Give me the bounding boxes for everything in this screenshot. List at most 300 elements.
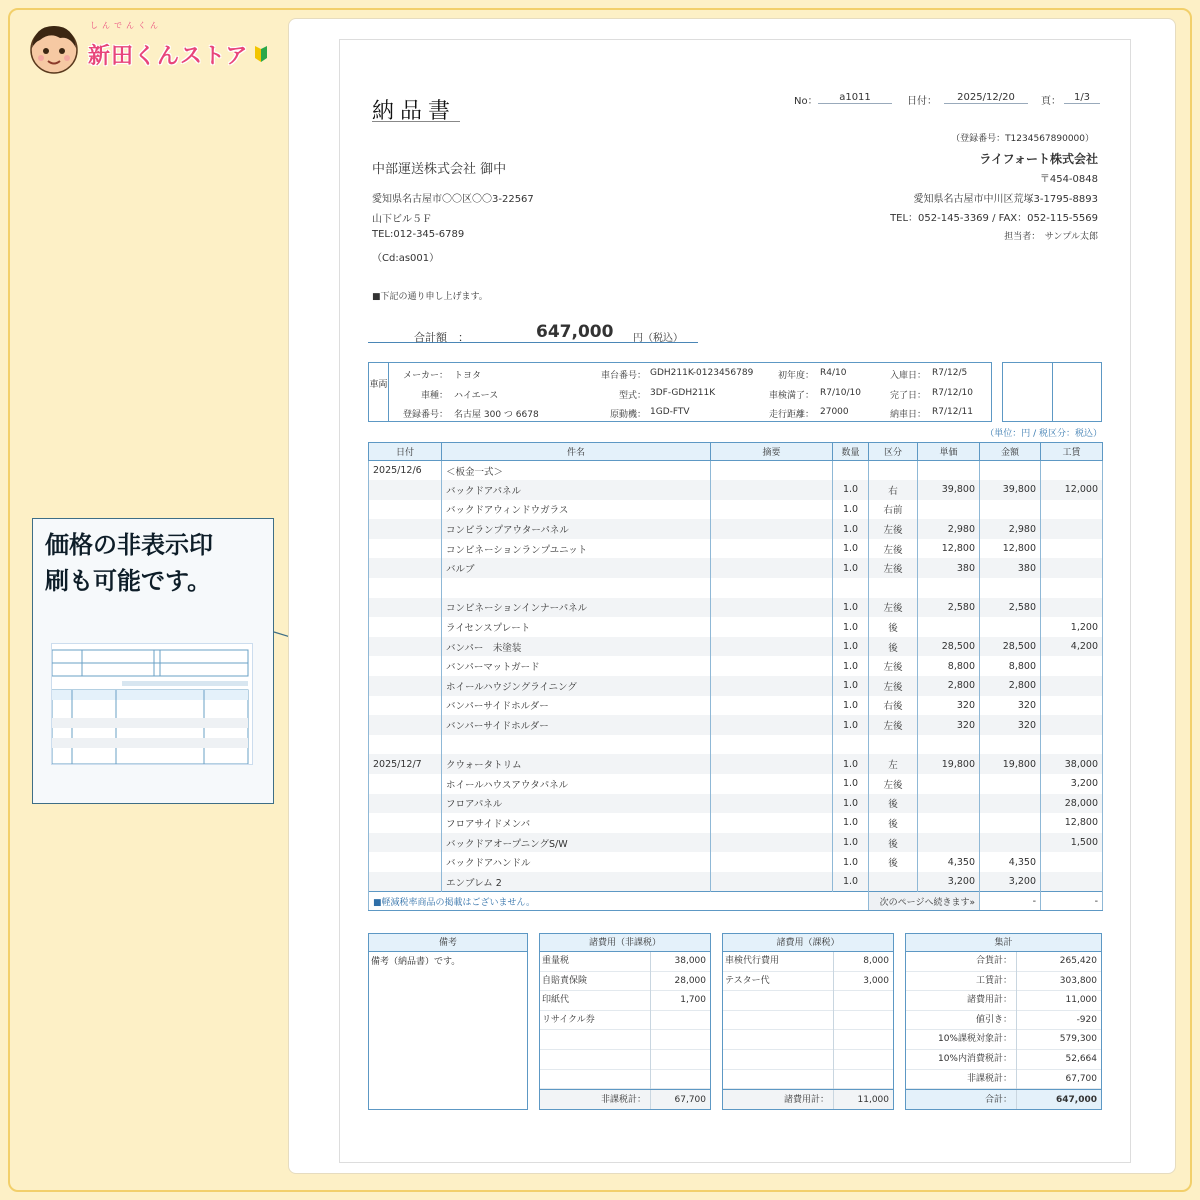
cell-qty: 1.0	[833, 813, 869, 833]
list-row	[906, 1030, 1101, 1050]
cell-unit-price	[918, 833, 980, 853]
list-row	[723, 952, 893, 972]
summary-total-label: 合計：	[984, 1095, 1012, 1105]
table-row	[369, 715, 1103, 735]
cell-labor	[1041, 519, 1103, 539]
plate-label: 登録番号：	[402, 410, 448, 420]
title-underline	[372, 121, 460, 122]
table-row	[369, 656, 1103, 676]
list-label: 10%内消費税計：	[937, 1053, 1012, 1064]
column-header: 件名	[442, 443, 711, 461]
list-row	[723, 1030, 893, 1050]
cell-section: 左後	[869, 598, 918, 618]
no-label: No：	[794, 96, 818, 107]
cell-unit-price	[918, 774, 980, 794]
cell-qty	[833, 578, 869, 598]
cell-qty: 1.0	[833, 598, 869, 618]
list-row	[540, 972, 710, 992]
in-date: R7/12/5	[932, 368, 968, 378]
column-header: 区分	[869, 443, 918, 461]
table-row	[369, 696, 1103, 716]
fees-nontax-title: 諸費用（非課税）	[540, 934, 710, 952]
cell-amount: 4,350	[980, 852, 1041, 872]
cell-item: コンビネーションインナーパネル	[442, 598, 711, 618]
column-header: 工賃	[1041, 443, 1103, 461]
list-value: 265,420	[1059, 956, 1097, 966]
list-value: 11,000	[1065, 995, 1097, 1006]
cell-qty: 1.0	[833, 794, 869, 814]
cell-remark	[711, 872, 833, 892]
list-row	[723, 972, 893, 992]
page-label: 頁：	[1041, 96, 1061, 107]
date-label: 日付：	[907, 96, 937, 107]
mileage: 27000	[820, 407, 849, 417]
customer-tel: TEL:012-345-6789	[372, 229, 465, 240]
table-row	[369, 558, 1103, 578]
list-label: 重量税	[542, 956, 570, 966]
list-row	[540, 1050, 710, 1070]
fees-nontax-box	[539, 933, 711, 1110]
cell-labor	[1041, 735, 1103, 755]
cell-section: 右後	[869, 696, 918, 716]
cell-section: 右	[869, 480, 918, 500]
cell-qty: 1.0	[833, 558, 869, 578]
store-logo[interactable]	[26, 20, 268, 76]
list-label: 値引き：	[975, 1014, 1012, 1025]
fees-tax-list	[723, 952, 893, 1089]
engine: 1GD-FTV	[650, 407, 690, 417]
done-date: R7/12/10	[932, 388, 973, 398]
fees-tax-total-label: 諸費用計：	[783, 1095, 829, 1105]
cell-qty: 1.0	[833, 754, 869, 774]
cell-amount	[980, 500, 1041, 520]
logo-ruby: しんでんくん	[90, 21, 162, 30]
column-header: 摘要	[711, 443, 833, 461]
list-label: リサイクル券	[542, 1014, 595, 1025]
list-value	[833, 1011, 893, 1030]
cell-date	[369, 558, 442, 578]
cell-labor: 4,200	[1041, 637, 1103, 657]
list-value: 3,000	[863, 975, 889, 986]
cell-section	[869, 461, 918, 481]
stamp-box	[1002, 362, 1102, 422]
cell-item: ホイールハウスアウタパネル	[442, 774, 711, 794]
first-year: R4/10	[820, 368, 847, 378]
list-label: 車検代行費用	[725, 956, 780, 966]
cell-section: 右前	[869, 500, 918, 520]
cell-unit-price: 2,580	[918, 598, 980, 618]
cell-section: 左後	[869, 774, 918, 794]
table-row	[369, 676, 1103, 696]
cell-amount	[980, 735, 1041, 755]
total-amount: 647,000	[536, 322, 614, 342]
table-row	[369, 813, 1103, 833]
list-row	[723, 1011, 893, 1031]
cell-item: ホイールハウジングライニング	[442, 676, 711, 696]
cell-remark	[711, 500, 833, 520]
foot-labor: -	[1041, 892, 1103, 911]
cell-unit-price	[918, 735, 980, 755]
customer-addr2: 山下ビル５Ｆ	[372, 214, 432, 225]
list-row	[540, 1030, 710, 1050]
cell-remark	[711, 794, 833, 814]
boy-face-icon	[26, 20, 82, 76]
inspect: R7/10/10	[820, 388, 861, 398]
cell-remark	[711, 461, 833, 481]
cell-unit-price: 19,800	[918, 754, 980, 774]
cell-qty: 1.0	[833, 656, 869, 676]
table-row	[369, 617, 1103, 637]
cell-date	[369, 500, 442, 520]
cell-item: バンパーサイドホルダー	[442, 696, 711, 716]
cell-amount: 39,800	[980, 480, 1041, 500]
cell-item: ライセンスプレート	[442, 617, 711, 637]
engine-label: 原動機：	[609, 410, 646, 420]
cell-unit-price: 320	[918, 715, 980, 735]
cell-unit-price	[918, 794, 980, 814]
cell-remark	[711, 774, 833, 794]
cell-labor	[1041, 676, 1103, 696]
table-row	[369, 598, 1103, 618]
cell-amount	[980, 461, 1041, 481]
cell-section	[869, 578, 918, 598]
total-unit: 円（税込）	[633, 333, 683, 344]
cell-section	[869, 872, 918, 892]
type-label: 型式：	[618, 391, 646, 401]
summary-box	[905, 933, 1102, 1110]
cell-amount	[980, 774, 1041, 794]
delivery-date: R7/12/11	[932, 407, 973, 417]
column-header: 金額	[980, 443, 1041, 461]
cell-date: 2025/12/7	[369, 754, 442, 774]
cell-date	[369, 578, 442, 598]
cell-amount: 2,980	[980, 519, 1041, 539]
list-row	[906, 1011, 1101, 1031]
customer-code: （Cd:as001）	[372, 253, 440, 264]
customer-name: 中部運送株式会社 御中	[372, 162, 507, 177]
cell-date	[369, 872, 442, 892]
cell-qty: 1.0	[833, 480, 869, 500]
reg-number: （登録番号：T1234567890000）	[951, 134, 1094, 144]
cell-amount: 3,200	[980, 872, 1041, 892]
list-value	[650, 1030, 710, 1049]
table-row	[369, 852, 1103, 872]
table-body	[369, 461, 1103, 892]
cell-amount: 28,500	[980, 637, 1041, 657]
list-value	[833, 1070, 893, 1089]
in-date-label: 入庫日：	[889, 371, 926, 381]
summary-title: 集計	[906, 934, 1101, 952]
cell-section: 後	[869, 637, 918, 657]
cell-date	[369, 480, 442, 500]
cell-date	[369, 539, 442, 559]
summary-footer	[906, 1089, 1101, 1109]
column-header: 数量	[833, 443, 869, 461]
list-row	[723, 991, 893, 1011]
cell-amount: 12,800	[980, 539, 1041, 559]
logo-text: 新田くんストア	[88, 43, 249, 69]
note-line: ■下記の通り申し上げます。	[372, 292, 488, 302]
cell-remark	[711, 735, 833, 755]
cell-amount: 380	[980, 558, 1041, 578]
list-value: -920	[1076, 1014, 1097, 1025]
list-label: 合貨計：	[975, 956, 1012, 966]
cell-remark	[711, 637, 833, 657]
cell-unit-price	[918, 813, 980, 833]
inspect-label: 車検満了：	[768, 391, 814, 401]
cell-section: 後	[869, 833, 918, 853]
cell-item: バンパー 未塗装	[442, 637, 711, 657]
cell-item: バックドアハンドル	[442, 852, 711, 872]
cell-labor: 1,200	[1041, 617, 1103, 637]
chassis: GDH211K-0123456789	[650, 368, 754, 378]
cell-labor	[1041, 539, 1103, 559]
cell-unit-price	[918, 578, 980, 598]
foot-amount: -	[980, 892, 1041, 911]
summary-list	[906, 952, 1101, 1089]
list-label	[723, 1070, 833, 1089]
cell-item: バックドアウィンドウガラス	[442, 500, 711, 520]
list-row	[906, 991, 1101, 1011]
cell-unit-price	[918, 461, 980, 481]
list-label: 自賠責保険	[542, 975, 588, 986]
list-label: 印紙代	[542, 995, 570, 1006]
cell-labor	[1041, 715, 1103, 735]
cell-labor: 12,800	[1041, 813, 1103, 833]
cell-amount	[980, 833, 1041, 853]
cell-labor	[1041, 872, 1103, 892]
cell-item: バルブ	[442, 558, 711, 578]
fees-nontax-footer	[540, 1089, 710, 1109]
cell-labor	[1041, 558, 1103, 578]
list-row	[540, 1011, 710, 1031]
list-label	[540, 1070, 650, 1089]
cell-labor	[1041, 598, 1103, 618]
cell-qty: 1.0	[833, 852, 869, 872]
remarks-text: 備考（納品書）です。	[371, 957, 461, 967]
cell-unit-price: 2,980	[918, 519, 980, 539]
total-label: 合計額 ：	[414, 331, 469, 344]
cell-qty	[833, 461, 869, 481]
cell-labor: 28,000	[1041, 794, 1103, 814]
cell-section: 左後	[869, 539, 918, 559]
list-value	[833, 1030, 893, 1049]
table-row	[369, 480, 1103, 500]
list-row	[906, 1050, 1101, 1070]
cell-remark	[711, 696, 833, 716]
chassis-label: 車台番号：	[600, 371, 646, 381]
cell-unit-price: 28,500	[918, 637, 980, 657]
list-value	[833, 991, 893, 1010]
cell-date	[369, 617, 442, 637]
fees-tax-box	[722, 933, 894, 1110]
cell-qty: 1.0	[833, 676, 869, 696]
company-addr: 愛知県名古屋市中川区荒塚3-1795-8893	[913, 194, 1098, 205]
cell-qty: 1.0	[833, 872, 869, 892]
cell-section: 左	[869, 754, 918, 774]
maker: トヨタ	[454, 371, 482, 381]
cell-amount: 2,580	[980, 598, 1041, 618]
cell-section: 左後	[869, 676, 918, 696]
list-value	[650, 1011, 710, 1030]
table-row	[369, 539, 1103, 559]
table-row	[369, 833, 1103, 853]
cell-date	[369, 598, 442, 618]
remarks-box	[368, 933, 528, 1110]
cell-qty: 1.0	[833, 696, 869, 716]
type: 3DF-GDH211K	[650, 388, 716, 398]
list-label	[723, 991, 833, 1010]
cell-item: バックドアオープニングS/W	[442, 833, 711, 853]
company-name: ライフォート株式会社	[979, 152, 1098, 166]
cell-remark	[711, 833, 833, 853]
cell-amount: 2,800	[980, 676, 1041, 696]
list-row	[906, 952, 1101, 972]
list-row	[540, 952, 710, 972]
cell-section: 左後	[869, 656, 918, 676]
cell-item: クウォータトリム	[442, 754, 711, 774]
cell-remark	[711, 656, 833, 676]
table-row	[369, 735, 1103, 755]
cell-remark	[711, 676, 833, 696]
cell-qty: 1.0	[833, 833, 869, 853]
cell-remark	[711, 519, 833, 539]
cell-unit-price: 3,200	[918, 872, 980, 892]
cell-qty: 1.0	[833, 617, 869, 637]
list-row	[540, 991, 710, 1011]
cell-labor: 12,000	[1041, 480, 1103, 500]
table-row	[369, 637, 1103, 657]
cell-item: エンブレム 2	[442, 872, 711, 892]
doc-date: 2025/12/20	[944, 92, 1028, 104]
cell-amount	[980, 578, 1041, 598]
next-page-link[interactable]: 次のページへ続きます»	[869, 892, 980, 911]
cell-amount: 320	[980, 696, 1041, 716]
cell-item: コンビランプアウターパネル	[442, 519, 711, 539]
list-label	[723, 1030, 833, 1049]
cell-qty: 1.0	[833, 637, 869, 657]
list-row	[723, 1050, 893, 1070]
company-zip: 〒454-0848	[1039, 174, 1098, 185]
cell-section: 後	[869, 617, 918, 637]
cell-amount: 19,800	[980, 754, 1041, 774]
cell-item: バンパーサイドホルダー	[442, 715, 711, 735]
cell-item: バンパーマットガード	[442, 656, 711, 676]
cell-section: 左後	[869, 715, 918, 735]
cell-date	[369, 519, 442, 539]
list-label	[540, 1050, 650, 1069]
cell-item: フロアサイドメンバ	[442, 813, 711, 833]
cell-qty: 1.0	[833, 500, 869, 520]
cell-remark	[711, 578, 833, 598]
model-label: 車種：	[420, 391, 448, 401]
list-value: 303,800	[1059, 975, 1097, 986]
cell-item: コンビネーションランプユニット	[442, 539, 711, 559]
cell-item: フロアパネル	[442, 794, 711, 814]
cell-item	[442, 735, 711, 755]
customer-addr1: 愛知県名古屋市〇〇区〇〇3-22567	[372, 194, 534, 205]
list-row	[906, 1070, 1101, 1090]
cell-date	[369, 852, 442, 872]
cell-unit-price	[918, 500, 980, 520]
cell-unit-price: 4,350	[918, 852, 980, 872]
cell-labor	[1041, 656, 1103, 676]
cell-unit-price: 380	[918, 558, 980, 578]
list-label	[540, 1030, 650, 1049]
cell-remark	[711, 617, 833, 637]
cell-unit-price: 320	[918, 696, 980, 716]
items-table	[368, 442, 1103, 911]
first-year-label: 初年度：	[777, 371, 814, 381]
callout-text	[45, 527, 213, 599]
plate: 名古屋 300 つ 6678	[454, 410, 539, 420]
cell-section: 左後	[869, 558, 918, 578]
table-footer-row	[369, 892, 1103, 911]
cell-unit-price	[918, 617, 980, 637]
cell-date	[369, 676, 442, 696]
cell-date	[369, 656, 442, 676]
cell-item: ＜板金一式＞	[442, 461, 711, 481]
list-label: 工賃計：	[975, 975, 1012, 986]
cell-remark	[711, 558, 833, 578]
cell-labor	[1041, 461, 1103, 481]
cell-unit-price: 39,800	[918, 480, 980, 500]
callout-line-2: 刷も可能です。	[45, 567, 212, 595]
cell-date	[369, 735, 442, 755]
cell-date	[369, 813, 442, 833]
unit-note: （単位：円 / 税区分：税込）	[985, 429, 1102, 439]
mini-preview-image	[51, 643, 253, 765]
model: ハイエース	[454, 391, 499, 401]
fees-nontax-list	[540, 952, 710, 1089]
fees-tax-title: 諸費用（課税）	[723, 934, 893, 952]
cell-remark	[711, 715, 833, 735]
list-value: 52,664	[1065, 1053, 1097, 1064]
table-row	[369, 519, 1103, 539]
company-staff: 担当者： サンプル太郎	[1004, 232, 1098, 242]
list-label	[723, 1011, 833, 1030]
list-label	[723, 1050, 833, 1069]
cell-item: バックドアパネル	[442, 480, 711, 500]
cell-remark	[711, 598, 833, 618]
list-row	[540, 1070, 710, 1090]
cell-section: 後	[869, 813, 918, 833]
list-value	[650, 1070, 710, 1089]
cell-date: 2025/12/6	[369, 461, 442, 481]
cell-date	[369, 774, 442, 794]
cell-labor	[1041, 500, 1103, 520]
cell-section: 左後	[869, 519, 918, 539]
cell-date	[369, 637, 442, 657]
list-value: 28,000	[674, 975, 706, 986]
cell-amount: 320	[980, 715, 1041, 735]
cell-unit-price: 8,800	[918, 656, 980, 676]
table-row	[369, 872, 1103, 892]
list-value	[833, 1050, 893, 1069]
foot-note: ■軽減税率商品の掲載はございません。	[369, 892, 869, 911]
vehicle-side-label: 車両	[369, 363, 389, 421]
list-value: 67,700	[1065, 1073, 1097, 1084]
cell-date	[369, 696, 442, 716]
cell-unit-price: 12,800	[918, 539, 980, 559]
summary-total: 647,000	[1016, 1090, 1101, 1109]
list-value: 38,000	[674, 956, 706, 966]
beginner-mark-icon	[254, 45, 268, 63]
table-row	[369, 754, 1103, 774]
list-label: 非課税計：	[966, 1073, 1012, 1084]
list-row	[906, 972, 1101, 992]
table-header-row	[369, 443, 1103, 461]
